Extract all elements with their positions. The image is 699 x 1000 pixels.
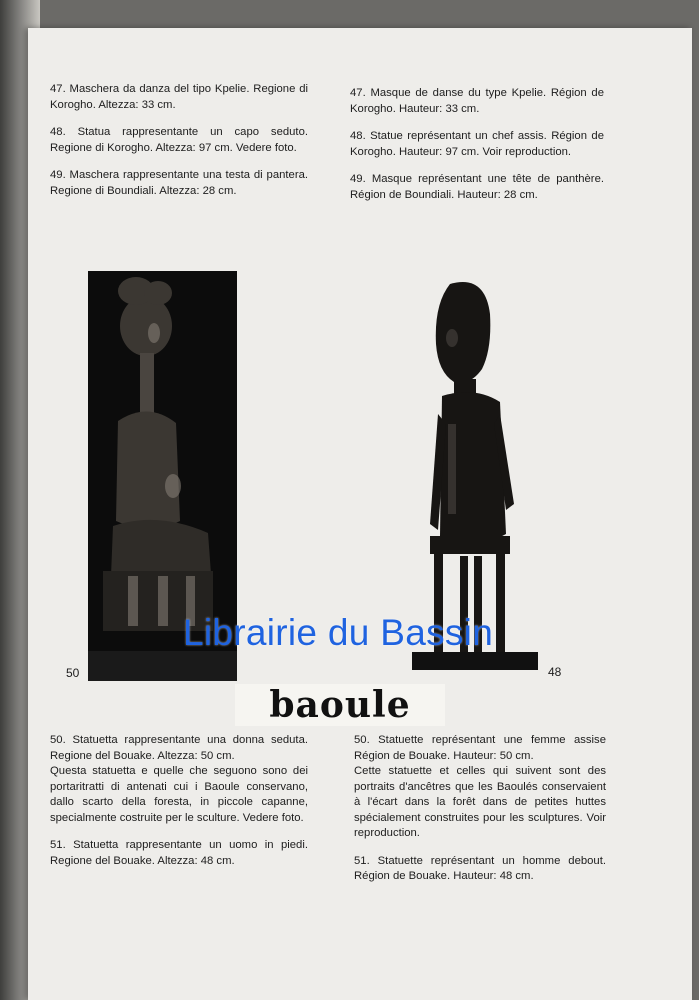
entry-47-fr: 47. Masque de danse du type Kpelie. Région de Korogho. Hauteur: 33 cm. bbox=[350, 87, 604, 115]
entry-49-it: 49. Maschera rappresentante una testa di pantera. Regione di Boundiali. Altezza: 28 cm. bbox=[50, 169, 308, 197]
section-heading-baoule: baoule bbox=[235, 684, 445, 726]
entry-47-it: 47. Maschera da danza del tipo Kpelie. Regione di Korogho. Altezza: 33 cm. bbox=[50, 83, 308, 111]
catalog-page bbox=[28, 28, 692, 1000]
entry-51-it: 51. Statuetta rappresentante un uomo in piedi. Regione del Bouake. Altezza: 48 cm. bbox=[50, 839, 308, 867]
bookseller-watermark: Librairie du Bassin bbox=[183, 612, 494, 653]
entry-50-it-note: Questa statuetta e quelle che seguono sono dei portaritratti di antenati cui i Baoule conservano, dallo scarto della foresta, in piccole capanne, specialmente costruite per le sculture. Vedere foto. bbox=[50, 765, 308, 824]
entry-50-it: 50. Statuetta rappresentante una donna seduta. Regione del Bouake. Altezza: 50 cm. bbox=[50, 734, 308, 762]
figure-number-right: 48 bbox=[548, 665, 562, 679]
entry-50-fr-note: Cette statuette et celles qui suivent sont des portraits d'ancêtres que les Baoulés conservaient à l'écart dans la forêt dans de petites huttes spécialement construites pour les sculptures. Voir reproduction. bbox=[354, 765, 606, 839]
entry-51-fr: 51. Statuette représentant un homme debout. Région de Bouake. Hauteur: 48 cm. bbox=[354, 854, 606, 882]
entry-50-fr: 50. Statuette représentant une femme assise Région de Bouake. Hauteur: 50 cm. bbox=[354, 734, 606, 762]
french-entries-bottom bbox=[354, 733, 606, 897]
entry-48-it: 48. Statua rappresentante un capo seduto. Regione di Korogho. Altezza: 97 cm. Vedere foto. bbox=[50, 126, 308, 154]
italian-entries-top bbox=[50, 82, 308, 211]
italian-entries-bottom bbox=[50, 733, 308, 881]
entry-49-fr: 49. Masque représentant une tête de panthère. Région de Boundiali. Hauteur: 28 cm. bbox=[350, 173, 604, 201]
figure-number-left: 50 bbox=[66, 666, 80, 680]
entry-48-fr: 48. Statue représentant un chef assis. Région de Korogho. Hauteur: 97 cm. Voir reproduction. bbox=[350, 130, 604, 158]
french-entries-top bbox=[350, 86, 604, 215]
